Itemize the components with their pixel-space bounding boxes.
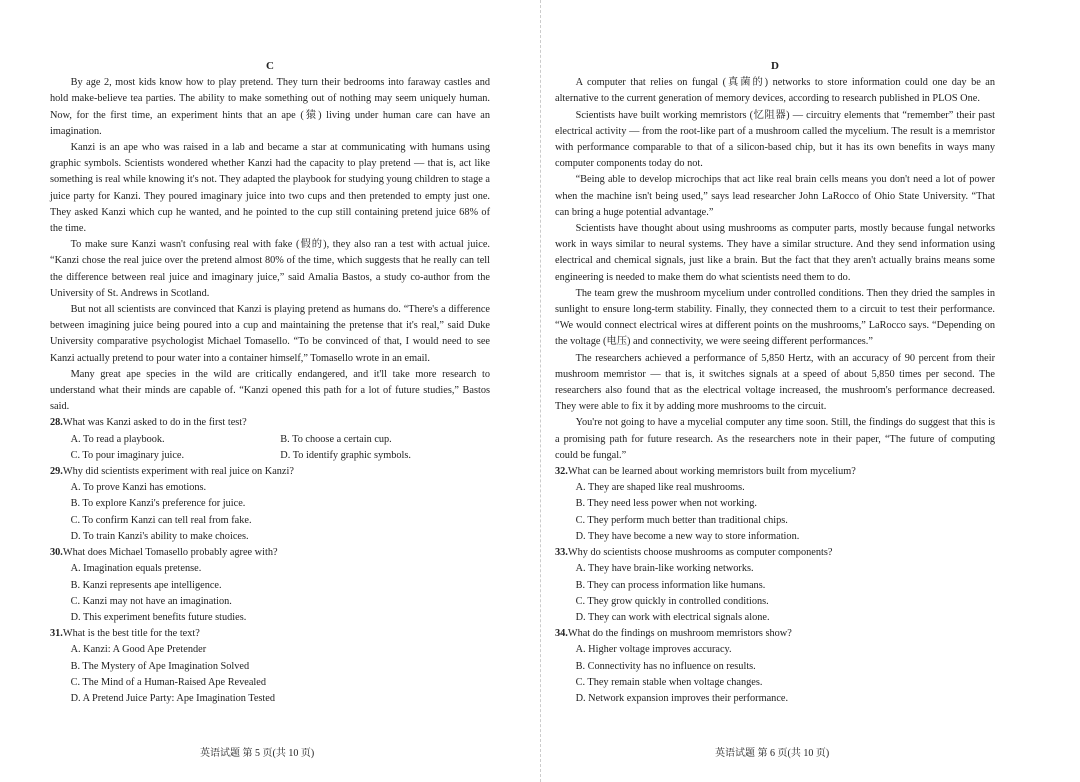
- answer-option: D. This experiment benefits future studies.: [70, 611, 247, 623]
- question-text: Why did scientists experiment with real juice on Kanzi?: [62, 466, 294, 478]
- answer-option: B. To explore Kanzi's preference for juice.: [70, 498, 246, 510]
- right-paragraph: Scientists have thought about using mushrooms as computer parts, mostly because fungal networks work in ways similar to neural systems. They have a similar structure. And they send information using electrical and chemical signals, just like a brain. But the fact that they aren't actually brains means some engineering is needed to make them do what scientists need them to do.: [555, 223, 995, 283]
- footer-page-5: 英语试题 第 5 页(共 10 页): [200, 748, 315, 759]
- left-paragraph: But not all scientists are convinced that Kanzi is playing pretend as humans do. “There's a difference between imagining juice being poured into a cup and maintaining the pretense that it's real,” said Duke University comparative psychologist Michael Tomasello. “To be convinced of that, I would need to see Kanzi actually pretend to pour water into a container himself,” Tomasello wrote in an email.: [50, 304, 490, 364]
- left-paragraph: By age 2, most kids know how to play pretend. They turn their bedrooms into faraway castles and hold make-believe tea parties. The ability to make something out of nothing may seem uniquely human. Now, for the first time, an experiment hints that an ape (猿) living under human care can have an imagination.: [50, 77, 490, 137]
- answer-option: C. They perform much better than traditional chips.: [575, 514, 788, 526]
- answer-option: D. A Pretend Juice Party: Ape Imagination Tested: [70, 692, 276, 704]
- question-number: 32.: [555, 466, 568, 478]
- answer-option: A. To read a playbook.: [70, 433, 165, 445]
- answer-option: C. To confirm Kanzi can tell real from fake.: [70, 514, 252, 526]
- question-text: What do the findings on mushroom memristors show?: [567, 628, 792, 640]
- answer-option: D. To train Kanzi's ability to make choices.: [70, 530, 249, 542]
- answer-option: D. To identify graphic symbols.: [280, 449, 411, 461]
- question-stem: [50, 464, 490, 480]
- answer-option: A. They have brain-like working networks.: [575, 563, 754, 575]
- question-stem: [50, 626, 490, 642]
- right-paragraph: You're not going to have a mycelial computer any time soon. Still, the findings do suggest that this is a promising path for future research. As the researchers note in their paper, “The future of computing could be fungal.”: [555, 417, 995, 461]
- answer-option: D. Network expansion improves their performance.: [575, 692, 789, 704]
- answer-option: C. Kanzi may not have an imagination.: [70, 595, 232, 607]
- answer-option: A. Higher voltage improves accuracy.: [575, 644, 732, 656]
- right-page: [555, 58, 995, 707]
- right-paragraph: The team grew the mushroom mycelium under controlled conditions. Then they dried the samples in sunlight to ensure long-term stability. Finally, they connected them to a circuit to test their performance. “We would connect electrical wires at different points on the mushrooms,” LaRocco says. “Depending on the voltage (电压) and connectivity, we were seeing different performances.”: [555, 287, 995, 348]
- left-paragraph: To make sure Kanzi wasn't confusing real with fake (假的), they also ran a test with actual juice. “Kanzi chose the real juice over the pretend almost 80% of the time, which suggests that he really can tell the difference between real juice and imaginary juice,” said Amalia Bastos, a study co-author from the University of St. Andrews in Scotland.: [50, 239, 490, 299]
- footer-page-6: 英语试题 第 6 页(共 10 页): [715, 748, 830, 759]
- question-number: 33.: [555, 547, 568, 559]
- answer-option: C. They grow quickly in controlled conditions.: [575, 595, 769, 607]
- right-paragraph: Scientists have built working memristors (忆阻器) — circuitry elements that “remember” their past electrical activity — from the root-like part of a mushroom called the mycelium. The result is a memristor with performance comparable to that of a silicon-based chip, but it has its own benefits in ways many computer components today do not.: [555, 109, 995, 170]
- question-stem: [555, 464, 995, 480]
- question-number: 30.: [50, 547, 63, 559]
- question-text: What was Kanzi asked to do in the first test?: [62, 417, 247, 429]
- answer-option: B. Connectivity has no influence on results.: [575, 660, 756, 672]
- answer-option: A. Imagination equals pretense.: [70, 563, 202, 575]
- right-paragraph: “Being able to develop microchips that act like real brain cells means you don't need a lot of power when the machine isn't being used,” says lead researcher John LaRocco of Ohio State University. “That can bring a huge potential advantage.”: [555, 174, 995, 218]
- answer-option: C. The Mind of a Human-Raised Ape Revealed: [70, 676, 266, 688]
- question-number: 34.: [555, 628, 568, 640]
- answer-option: A. Kanzi: A Good Ape Pretender: [70, 644, 207, 656]
- answer-option: B. To choose a certain cup.: [280, 433, 392, 445]
- question-text: What can be learned about working memristors built from mycelium?: [567, 466, 856, 478]
- answer-option: A. They are shaped like real mushrooms.: [575, 482, 745, 494]
- answer-option: C. They remain stable when voltage changes.: [575, 676, 763, 688]
- left-paragraph: Kanzi is an ape who was raised in a lab and became a star at communicating with humans using graphic symbols. Scientists wondered whether Kanzi had the capacity to play pretend — that is, act like something is real while knowing it's not. They adapted the playbook for studying young children to stage a juice party for Kanzi. They poured imaginary juice into two cups and then pretended to empty just one. They asked Kanzi which cup he wanted, and he pointed to the cup still containing pretend juice 68% of the time.: [50, 142, 490, 235]
- question-stem: [50, 545, 490, 561]
- left-paragraph: Many great ape species in the wild are critically endangered, and it'll take more research to understand what their minds are capable of. “Kanzi opened this path for a lot of future studies,” Bastos said.: [50, 368, 490, 413]
- section-heading-d: D: [771, 60, 779, 72]
- question-number: 31.: [50, 628, 63, 640]
- question-stem: [555, 545, 995, 561]
- question-stem: [50, 415, 490, 431]
- answer-option: D. They have become a new way to store information.: [575, 530, 800, 542]
- question-stem: [555, 626, 995, 642]
- question-number: 28.: [50, 417, 63, 429]
- answer-option: D. They can work with electrical signals alone.: [575, 611, 770, 623]
- section-heading-c: C: [266, 60, 274, 72]
- right-paragraph: The researchers achieved a performance of 5,850 Hertz, with an accuracy of 90 percent from their mushroom memristor — that is, it switches signals at a speed of about 5,850 times per second. The researchers also found that as the electrical voltage increased, the mushroom's performance decreased. They were able to fix it by adding more mushrooms to the circuit.: [555, 352, 995, 413]
- answer-option: B. They need less power when not working.: [575, 498, 757, 510]
- question-number: 29.: [50, 466, 63, 478]
- page-divider: [540, 0, 541, 782]
- answer-option: B. Kanzi represents ape intelligence.: [70, 579, 222, 591]
- right-paragraph: A computer that relies on fungal (真菌的) networks to store information could one day be an alternative to the current generation of memory devices, according to research published in PLOS One.: [555, 77, 995, 105]
- question-text: What is the best title for the text?: [62, 628, 200, 640]
- answer-option: B. They can process information like humans.: [575, 579, 766, 591]
- answer-option: B. The Mystery of Ape Imagination Solved: [70, 660, 250, 672]
- answer-option: C. To pour imaginary juice.: [70, 449, 185, 461]
- question-text: Why do scientists choose mushrooms as computer components?: [567, 547, 833, 559]
- question-text: What does Michael Tomasello probably agree with?: [62, 547, 278, 559]
- left-page: [50, 58, 490, 707]
- answer-option: A. To prove Kanzi has emotions.: [70, 482, 207, 494]
